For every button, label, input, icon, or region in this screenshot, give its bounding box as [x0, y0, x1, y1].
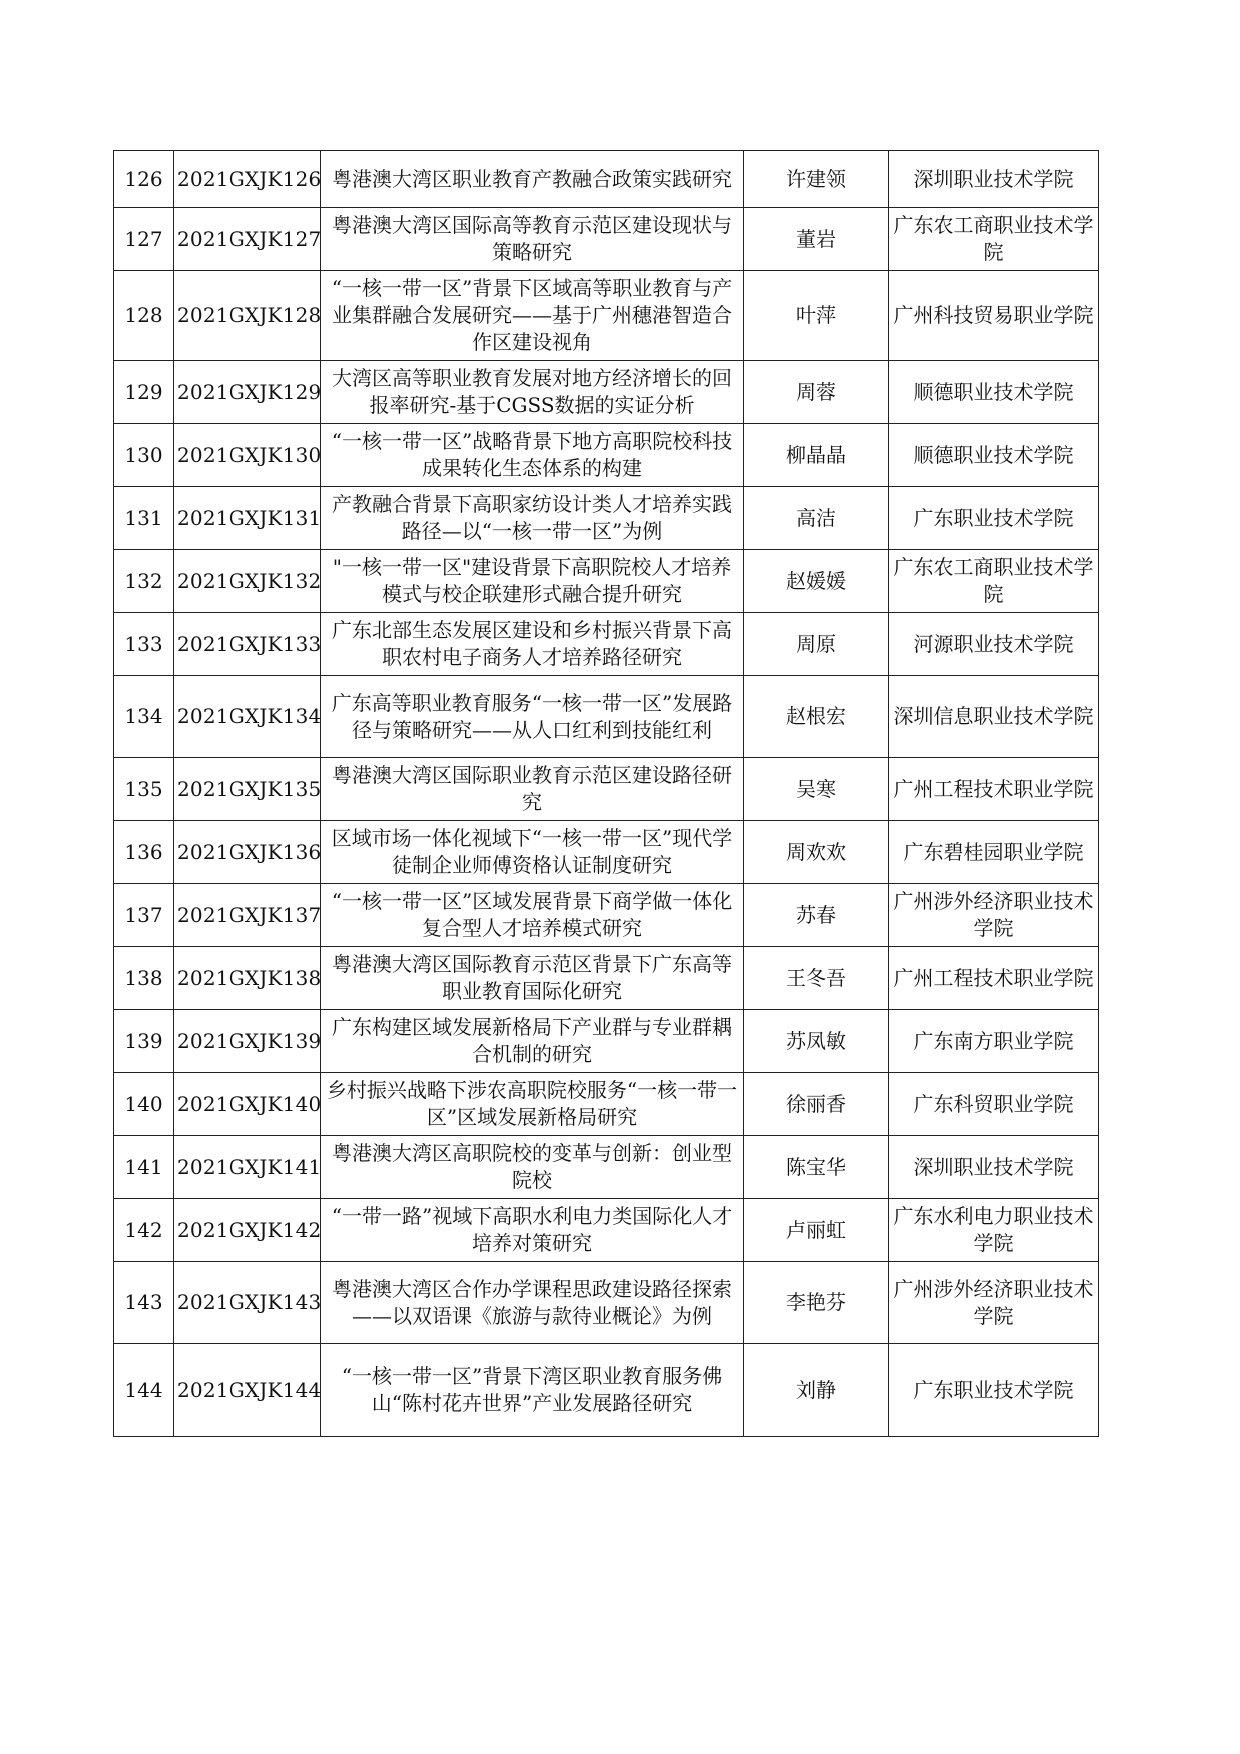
project-code-cell: 2021GXJK141 [174, 1136, 321, 1199]
principal-name-cell: 吴寒 [744, 758, 889, 821]
table-row [114, 1199, 1099, 1262]
project-title-cell: 广东北部生态发展区建设和乡村振兴背景下高职农村电子商务人才培养路径研究 [321, 613, 744, 676]
table-row [114, 424, 1099, 487]
table-row [114, 487, 1099, 550]
row-number-cell: 136 [114, 821, 174, 884]
project-title-cell: 产教融合背景下高职家纺设计类人才培养实践路径—以“一核一带一区”为例 [321, 487, 744, 550]
principal-name-cell: 赵媛媛 [744, 550, 889, 613]
row-number-cell: 139 [114, 1010, 174, 1073]
table-row [114, 947, 1099, 1010]
project-title-cell: 区域市场一体化视域下“一核一带一区”现代学徒制企业师傅资格认证制度研究 [321, 821, 744, 884]
table-row [114, 821, 1099, 884]
project-title-cell: “一核一带一区”战略背景下地方高职院校科技成果转化生态体系的构建 [321, 424, 744, 487]
institution-cell: 深圳信息职业技术学院 [889, 676, 1099, 758]
project-code-cell: 2021GXJK139 [174, 1010, 321, 1073]
principal-name-cell: 王冬吾 [744, 947, 889, 1010]
row-number-cell: 144 [114, 1344, 174, 1437]
project-title-cell: “一核一带一区”背景下区域高等职业教育与产业集群融合发展研究——基于广州穗港智造合作区建设视角 [321, 271, 744, 361]
table-body [114, 151, 1099, 1437]
project-code-cell: 2021GXJK135 [174, 758, 321, 821]
project-title-cell: "一核一带一区"建设背景下高职院校人才培养模式与校企联建形式融合提升研究 [321, 550, 744, 613]
institution-cell: 广东碧桂园职业学院 [889, 821, 1099, 884]
institution-cell: 广东水利电力职业技术学院 [889, 1199, 1099, 1262]
project-code-cell: 2021GXJK131 [174, 487, 321, 550]
table-row [114, 1136, 1099, 1199]
project-list-table [113, 150, 1099, 1437]
institution-cell: 顺德职业技术学院 [889, 361, 1099, 424]
institution-cell: 广州涉外经济职业技术学院 [889, 1262, 1099, 1344]
project-title-cell: 粤港澳大湾区国际职业教育示范区建设路径研究 [321, 758, 744, 821]
project-title-cell: “一核一带一区”区域发展背景下商学做一体化复合型人才培养模式研究 [321, 884, 744, 947]
institution-cell: 广州涉外经济职业技术学院 [889, 884, 1099, 947]
principal-name-cell: 苏凤敏 [744, 1010, 889, 1073]
row-number-cell: 142 [114, 1199, 174, 1262]
institution-cell: 广东农工商职业技术学院 [889, 550, 1099, 613]
table-row [114, 271, 1099, 361]
principal-name-cell: 叶萍 [744, 271, 889, 361]
row-number-cell: 127 [114, 208, 174, 271]
table-row [114, 208, 1099, 271]
table-row [114, 758, 1099, 821]
institution-cell: 顺德职业技术学院 [889, 424, 1099, 487]
row-number-cell: 140 [114, 1073, 174, 1136]
project-code-cell: 2021GXJK127 [174, 208, 321, 271]
table-row [114, 361, 1099, 424]
institution-cell: 广州工程技术职业学院 [889, 758, 1099, 821]
project-title-cell: 广东高等职业教育服务“一核一带一区”发展路径与策略研究——从人口红利到技能红利 [321, 676, 744, 758]
table-row [114, 1262, 1099, 1344]
table-row [114, 550, 1099, 613]
project-code-cell: 2021GXJK143 [174, 1262, 321, 1344]
row-number-cell: 143 [114, 1262, 174, 1344]
institution-cell: 广东南方职业学院 [889, 1010, 1099, 1073]
institution-cell: 广州工程技术职业学院 [889, 947, 1099, 1010]
project-code-cell: 2021GXJK140 [174, 1073, 321, 1136]
row-number-cell: 129 [114, 361, 174, 424]
project-code-cell: 2021GXJK126 [174, 151, 321, 208]
institution-cell: 广东职业技术学院 [889, 487, 1099, 550]
row-number-cell: 134 [114, 676, 174, 758]
table-row [114, 1073, 1099, 1136]
project-code-cell: 2021GXJK134 [174, 676, 321, 758]
institution-cell: 广州科技贸易职业学院 [889, 271, 1099, 361]
row-number-cell: 132 [114, 550, 174, 613]
table-row [114, 1344, 1099, 1437]
project-title-cell: 粤港澳大湾区国际教育示范区背景下广东高等职业教育国际化研究 [321, 947, 744, 1010]
row-number-cell: 138 [114, 947, 174, 1010]
project-code-cell: 2021GXJK137 [174, 884, 321, 947]
institution-cell: 河源职业技术学院 [889, 613, 1099, 676]
project-title-cell: “一核一带一区”背景下湾区职业教育服务佛山“陈村花卉世界”产业发展路径研究 [321, 1344, 744, 1437]
table-row [114, 676, 1099, 758]
institution-cell: 广东农工商职业技术学院 [889, 208, 1099, 271]
project-title-cell: 粤港澳大湾区职业教育产教融合政策实践研究 [321, 151, 744, 208]
principal-name-cell: 陈宝华 [744, 1136, 889, 1199]
project-title-cell: 粤港澳大湾区国际高等教育示范区建设现状与策略研究 [321, 208, 744, 271]
principal-name-cell: 柳晶晶 [744, 424, 889, 487]
project-code-cell: 2021GXJK142 [174, 1199, 321, 1262]
table-row [114, 1010, 1099, 1073]
table-row [114, 613, 1099, 676]
principal-name-cell: 赵根宏 [744, 676, 889, 758]
row-number-cell: 130 [114, 424, 174, 487]
institution-cell: 广东科贸职业学院 [889, 1073, 1099, 1136]
row-number-cell: 128 [114, 271, 174, 361]
principal-name-cell: 许建领 [744, 151, 889, 208]
project-title-cell: “一带一路”视域下高职水利电力类国际化人才培养对策研究 [321, 1199, 744, 1262]
project-title-cell: 广东构建区域发展新格局下产业群与专业群耦合机制的研究 [321, 1010, 744, 1073]
principal-name-cell: 周蓉 [744, 361, 889, 424]
principal-name-cell: 苏春 [744, 884, 889, 947]
row-number-cell: 133 [114, 613, 174, 676]
project-code-cell: 2021GXJK133 [174, 613, 321, 676]
project-code-cell: 2021GXJK129 [174, 361, 321, 424]
institution-cell: 深圳职业技术学院 [889, 1136, 1099, 1199]
principal-name-cell: 徐丽香 [744, 1073, 889, 1136]
project-title-cell: 粤港澳大湾区合作办学课程思政建设路径探索——以双语课《旅游与款待业概论》为例 [321, 1262, 744, 1344]
project-code-cell: 2021GXJK144 [174, 1344, 321, 1437]
principal-name-cell: 刘静 [744, 1344, 889, 1437]
principal-name-cell: 高洁 [744, 487, 889, 550]
project-code-cell: 2021GXJK130 [174, 424, 321, 487]
row-number-cell: 135 [114, 758, 174, 821]
project-code-cell: 2021GXJK132 [174, 550, 321, 613]
principal-name-cell: 周原 [744, 613, 889, 676]
principal-name-cell: 周欢欢 [744, 821, 889, 884]
project-code-cell: 2021GXJK128 [174, 271, 321, 361]
principal-name-cell: 卢丽虹 [744, 1199, 889, 1262]
project-title-cell: 乡村振兴战略下涉农高职院校服务“一核一带一区”区域发展新格局研究 [321, 1073, 744, 1136]
project-title-cell: 粤港澳大湾区高职院校的变革与创新：创业型院校 [321, 1136, 744, 1199]
project-code-cell: 2021GXJK138 [174, 947, 321, 1010]
row-number-cell: 131 [114, 487, 174, 550]
institution-cell: 深圳职业技术学院 [889, 151, 1099, 208]
row-number-cell: 141 [114, 1136, 174, 1199]
principal-name-cell: 董岩 [744, 208, 889, 271]
project-code-cell: 2021GXJK136 [174, 821, 321, 884]
project-title-cell: 大湾区高等职业教育发展对地方经济增长的回报率研究-基于CGSS数据的实证分析 [321, 361, 744, 424]
table-row [114, 884, 1099, 947]
table-row [114, 151, 1099, 208]
institution-cell: 广东职业技术学院 [889, 1344, 1099, 1437]
row-number-cell: 126 [114, 151, 174, 208]
row-number-cell: 137 [114, 884, 174, 947]
principal-name-cell: 李艳芬 [744, 1262, 889, 1344]
